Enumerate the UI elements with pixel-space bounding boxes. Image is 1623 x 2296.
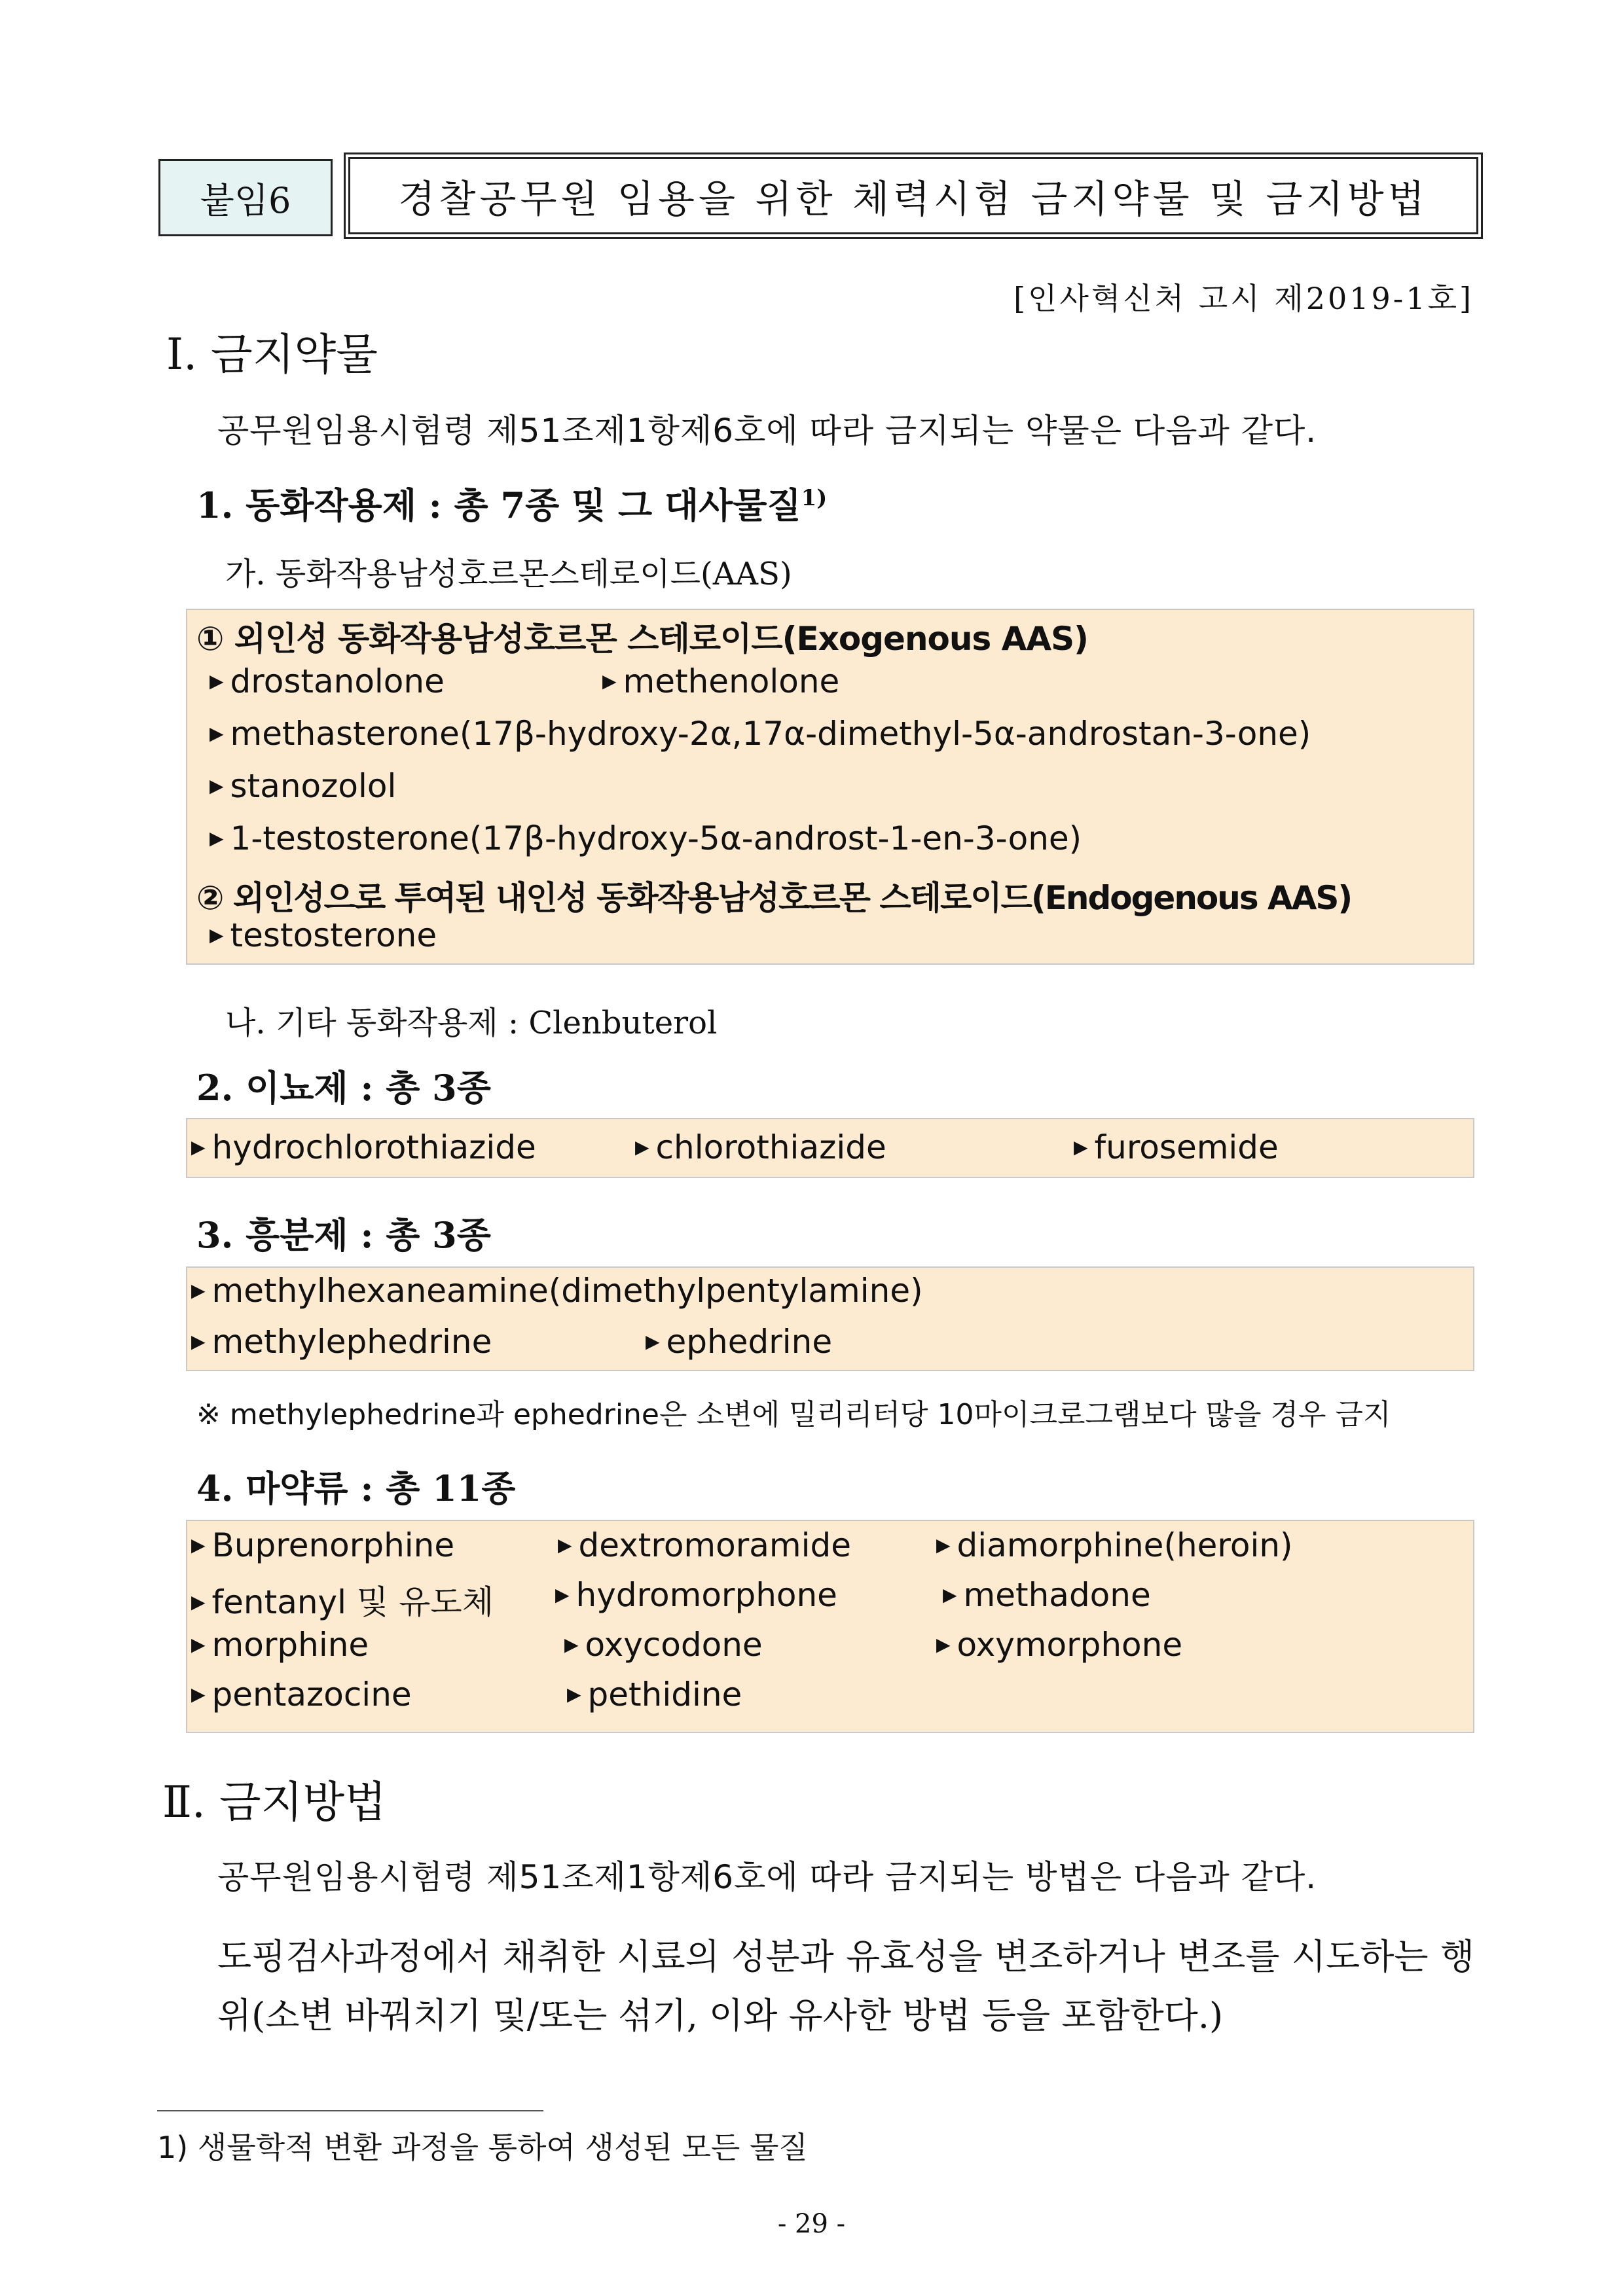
list-item: ▶ hydromorphone (555, 1576, 837, 1614)
document-title-text: 경찰공무원 임용을 위한 체력시험 금지약물 및 금지방법 (398, 177, 1429, 221)
attachment-label (158, 159, 333, 236)
list-item: ▶ ephedrine (646, 1323, 833, 1361)
bullet-triangle-icon: ▶ (558, 1534, 572, 1556)
document-title (348, 157, 1478, 234)
diuretics-box (186, 1118, 1474, 1178)
list-item: ▶ fentanyl 및 유도체 (191, 1583, 494, 1621)
list-item: ▶ methylephedrine (191, 1323, 492, 1361)
list-item: ▶ pentazocine (191, 1676, 412, 1713)
list-item: ▶ methenolone (602, 662, 840, 700)
aas-box (186, 609, 1474, 965)
list-item: ▶ chlorothiazide (635, 1128, 886, 1166)
bullet-triangle-icon: ▶ (191, 1591, 206, 1613)
stimulants-note: ※ methylephedrine과 ephedrine은 소변에 밀리리터당 10마이크로그램보다 많을 경우 금지 (196, 1398, 1391, 1431)
anabolic-sub-a: 가. 동화작용남성호르몬스테로이드(AAS) (225, 556, 792, 592)
bullet-triangle-icon: ▶ (635, 1136, 649, 1158)
footnote: 1) 생물학적 변환 과정을 통하여 생성된 모든 물질 (157, 2130, 808, 2165)
section2-intro: 공무원임용시험령 제51조제1항제6호에 따라 금지되는 방법은 다음과 같다. (217, 1858, 1317, 1896)
bullet-triangle-icon: ▶ (646, 1331, 660, 1352)
page-number: - 29 - (777, 2209, 846, 2239)
anabolic-sub-b: 나. 기타 동화작용제 : Clenbuterol (225, 1005, 718, 1041)
bullet-triangle-icon: ▶ (191, 1634, 206, 1655)
bullet-triangle-icon: ▶ (191, 1136, 206, 1158)
bullet-triangle-icon: ▶ (210, 670, 224, 692)
endo-heading: ② 외인성으로 투여된 내인성 동화작용남성호르몬 스테로이드(Endogenous AAS) (196, 879, 1352, 917)
bullet-triangle-icon: ▶ (191, 1683, 206, 1705)
section2-body: 도핑검사과정에서 채취한 시료의 성분과 유효성을 변조하거나 변조를 시도하는 행위(소변 바꿔치기 및/또는 섞기, 이와 유사한 방법 등을 포함한다.) (217, 1936, 1474, 2036)
list-item: ▶ drostanolone (210, 662, 445, 700)
list-item: ▶ morphine (191, 1626, 369, 1664)
list-item: ▶ 1-testosterone(17β-hydroxy-5α-androst-1-en-3-one) (210, 819, 1082, 857)
list-item: ▶ diamorphine(heroin) (936, 1526, 1293, 1564)
bullet-triangle-icon: ▶ (564, 1634, 579, 1655)
footnote-ref: 1) (801, 485, 828, 511)
bullet-triangle-icon: ▶ (191, 1280, 206, 1301)
bullet-triangle-icon: ▶ (210, 723, 224, 744)
list-item: ▶ methylhexaneamine(dimethylpentylamine) (191, 1272, 923, 1310)
footnote-divider (157, 2110, 543, 2111)
bullet-triangle-icon: ▶ (555, 1584, 570, 1605)
list-item: ▶ hydrochlorothiazide (191, 1128, 536, 1166)
list-item: ▶ oxymorphone (936, 1626, 1183, 1664)
bullet-triangle-icon: ▶ (602, 670, 617, 692)
exo-heading: ① 외인성 동화작용남성호르몬 스테로이드(Exogenous AAS) (196, 620, 1088, 658)
list-item: ▶ furosemide (1074, 1128, 1279, 1166)
list-item: ▶ oxycodone (564, 1626, 763, 1664)
section1-heading: Ⅰ. 금지약물 (166, 329, 378, 380)
bullet-triangle-icon: ▶ (936, 1534, 951, 1556)
list-item: ▶ dextromoramide (558, 1526, 852, 1564)
list-item: ▶ pethidine (567, 1676, 742, 1713)
bullet-triangle-icon: ▶ (1074, 1136, 1088, 1158)
list-item: ▶ stanozolol (210, 767, 397, 805)
bullet-triangle-icon: ▶ (936, 1634, 951, 1655)
stimulants-heading: 3. 흥분제 : 총 3종 (196, 1214, 491, 1256)
list-item: ▶ testosterone (210, 916, 437, 954)
bullet-triangle-icon: ▶ (191, 1534, 206, 1556)
diuretics-heading: 2. 이뇨제 : 총 3종 (196, 1067, 491, 1109)
bullet-triangle-icon: ▶ (191, 1331, 206, 1352)
anabolic-heading (196, 478, 827, 528)
bullet-triangle-icon: ▶ (210, 775, 224, 797)
list-item: ▶ methasterone(17β-hydroxy-2α,17α-dimethyl-5α-androstan-3-one) (210, 715, 1311, 753)
narcotics-heading: 4. 마약류 : 총 11종 (196, 1467, 516, 1509)
list-item: ▶ methadone (943, 1576, 1151, 1614)
bullet-triangle-icon: ▶ (210, 827, 224, 849)
attachment-label-text: 붙임6 (200, 179, 291, 221)
narcotics-box (186, 1520, 1474, 1733)
bullet-triangle-icon: ▶ (210, 924, 224, 946)
section1-intro: 공무원임용시험령 제51조제1항제6호에 따라 금지되는 약물은 다음과 같다. (217, 412, 1317, 450)
notice-reference: [인사혁신처 고시 제2019-1호] (1013, 281, 1474, 316)
section2-heading: Ⅱ. 금지방법 (162, 1777, 386, 1827)
bullet-triangle-icon: ▶ (943, 1584, 957, 1605)
list-item: ▶ Buprenorphine (191, 1526, 455, 1564)
anabolic-heading-text: 1. 동화작용제 : 총 7종 및 그 대사물질 (196, 484, 801, 526)
stimulants-box (186, 1266, 1474, 1371)
bullet-triangle-icon: ▶ (567, 1683, 581, 1705)
